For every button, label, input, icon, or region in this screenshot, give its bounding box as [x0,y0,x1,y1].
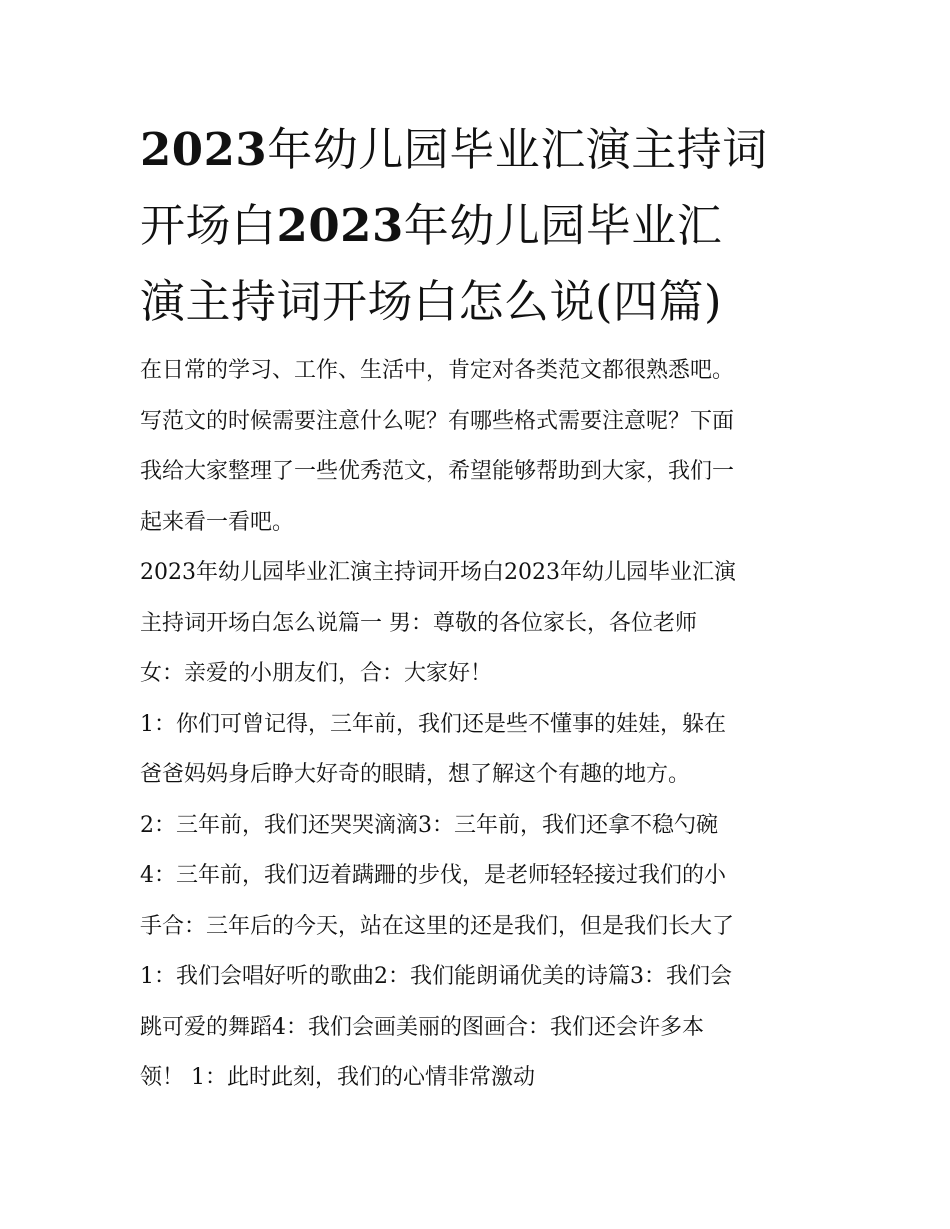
text-line: 在日常的学习、工作、生活中，肯定对各类范文都很熟悉吧。 [140,358,735,383]
text-line: 我给大家整理了一些优秀范文，希望能够帮助到大家，我们一 [140,459,735,484]
text-line: 1：我们会唱好听的歌曲2：我们能朗诵优美的诗篇3：我们会 [140,964,732,989]
title-line-3: 演主持词开场白怎么说(四篇) [140,275,723,328]
title-line-2: 开场白2023年幼儿园毕业汇 [140,199,723,252]
text-line: 领！ 1：此时此刻，我们的心情非常激动 [140,1065,535,1090]
text-line: 1：你们可曾记得，三年前，我们还是些不懂事的娃娃，躲在 [140,711,726,737]
text-line: 写范文的时候需要注意什么呢？有哪些格式需要注意呢？下面 [140,408,735,434]
text-line: 主持词开场白怎么说篇一 男：尊敬的各位家长，各位老师 [140,610,697,636]
text-line: 4：三年前，我们迈着蹒跚的步伐，是老师轻轻接过我们的小 [140,863,726,888]
text-line: 跳可爱的舞蹈4：我们会画美丽的图画合：我们还会许多本 [140,1014,704,1040]
document-page [140,112,820,1104]
document-title [140,112,820,340]
text-line: 女：亲爱的小朋友们，合：大家好！ [140,661,493,686]
text-line: 起来看一看吧。 [140,509,295,535]
title-line-1: 2023年幼儿园毕业汇演主持词 [140,123,768,176]
text-line: 2：三年前，我们还哭哭滴滴3：三年前，我们还拿不稳勺碗 [140,812,718,838]
text-line: 手合：三年后的今天，站在这里的还是我们，但是我们长大了 [140,913,735,939]
document-body [140,346,820,1104]
text-line: 爸爸妈妈身后睁大好奇的眼睛，想了解这个有趣的地方。 [140,762,691,787]
text-line: 2023年幼儿园毕业汇演主持词开场白2023年幼儿园毕业汇演 [140,560,736,585]
